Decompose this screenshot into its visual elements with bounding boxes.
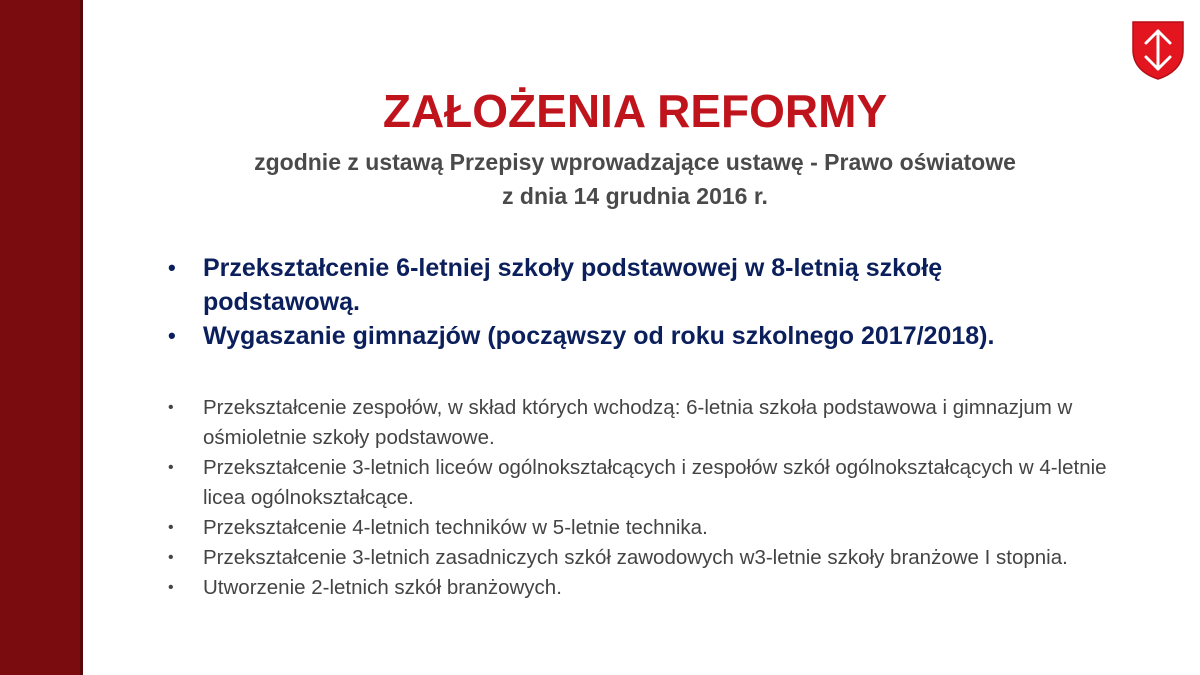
subtitle-line-1: zgodnie z ustawą Przepisy wprowadzające ustawę - Prawo oświatowe: [254, 149, 1016, 175]
main-point-text: Wygaszanie gimnazjów (począwszy od roku szkolnego 2017/2018).: [203, 322, 995, 350]
sub-point-text: Przekształcenie zespołów, w skład których wchodzą: 6-letnia szkoła podstawowa i gimnazjum w ośmioletnie szkoły podstawowe.: [203, 396, 1073, 449]
sub-point-text: Utworzenie 2-letnich szkół branżowych.: [203, 576, 562, 599]
bullet-icon: •: [168, 549, 174, 566]
sub-point-item: [168, 393, 1108, 453]
slide-title: ZAŁOŻENIA REFORMY: [382, 85, 888, 137]
main-point-item: [168, 319, 1068, 353]
city-coat-of-arms-icon: [1131, 20, 1185, 80]
bullet-icon: •: [168, 323, 176, 348]
main-point-item: [168, 251, 1068, 319]
left-sidebar-edge: [80, 0, 83, 675]
left-sidebar-bar: [0, 0, 80, 675]
sub-points-list: [168, 393, 1108, 603]
sub-point-item: [168, 543, 1108, 573]
subtitle-line-2: z dnia 14 grudnia 2016 r.: [502, 183, 768, 209]
sub-point-text: Przekształcenie 3-letnich liceów ogólnokształcących i zespołów szkół ogólnokształcących w 4-letnie licea ogólnokształcące.: [203, 456, 1107, 509]
sub-point-text: Przekształcenie 3-letnich zasadniczych szkół zawodowych w3-letnie szkoły branżowe I stopnia.: [203, 546, 1068, 569]
sub-point-item: [168, 573, 1108, 603]
bullet-icon: •: [168, 459, 174, 476]
sub-point-item: [168, 513, 1108, 543]
slide-subtitle: [160, 145, 1110, 213]
bullet-icon: •: [168, 399, 174, 416]
sub-point-text: Przekształcenie 4-letnich techników w 5-letnie technika.: [203, 516, 708, 539]
sub-point-item: [168, 453, 1108, 513]
main-points-list: [168, 251, 1068, 353]
bullet-icon: •: [168, 579, 174, 596]
bullet-icon: •: [168, 519, 174, 536]
bullet-icon: •: [168, 255, 176, 280]
main-point-text: Przekształcenie 6-letniej szkoły podstawowej w 8-letnią szkołę podstawową.: [203, 254, 943, 316]
